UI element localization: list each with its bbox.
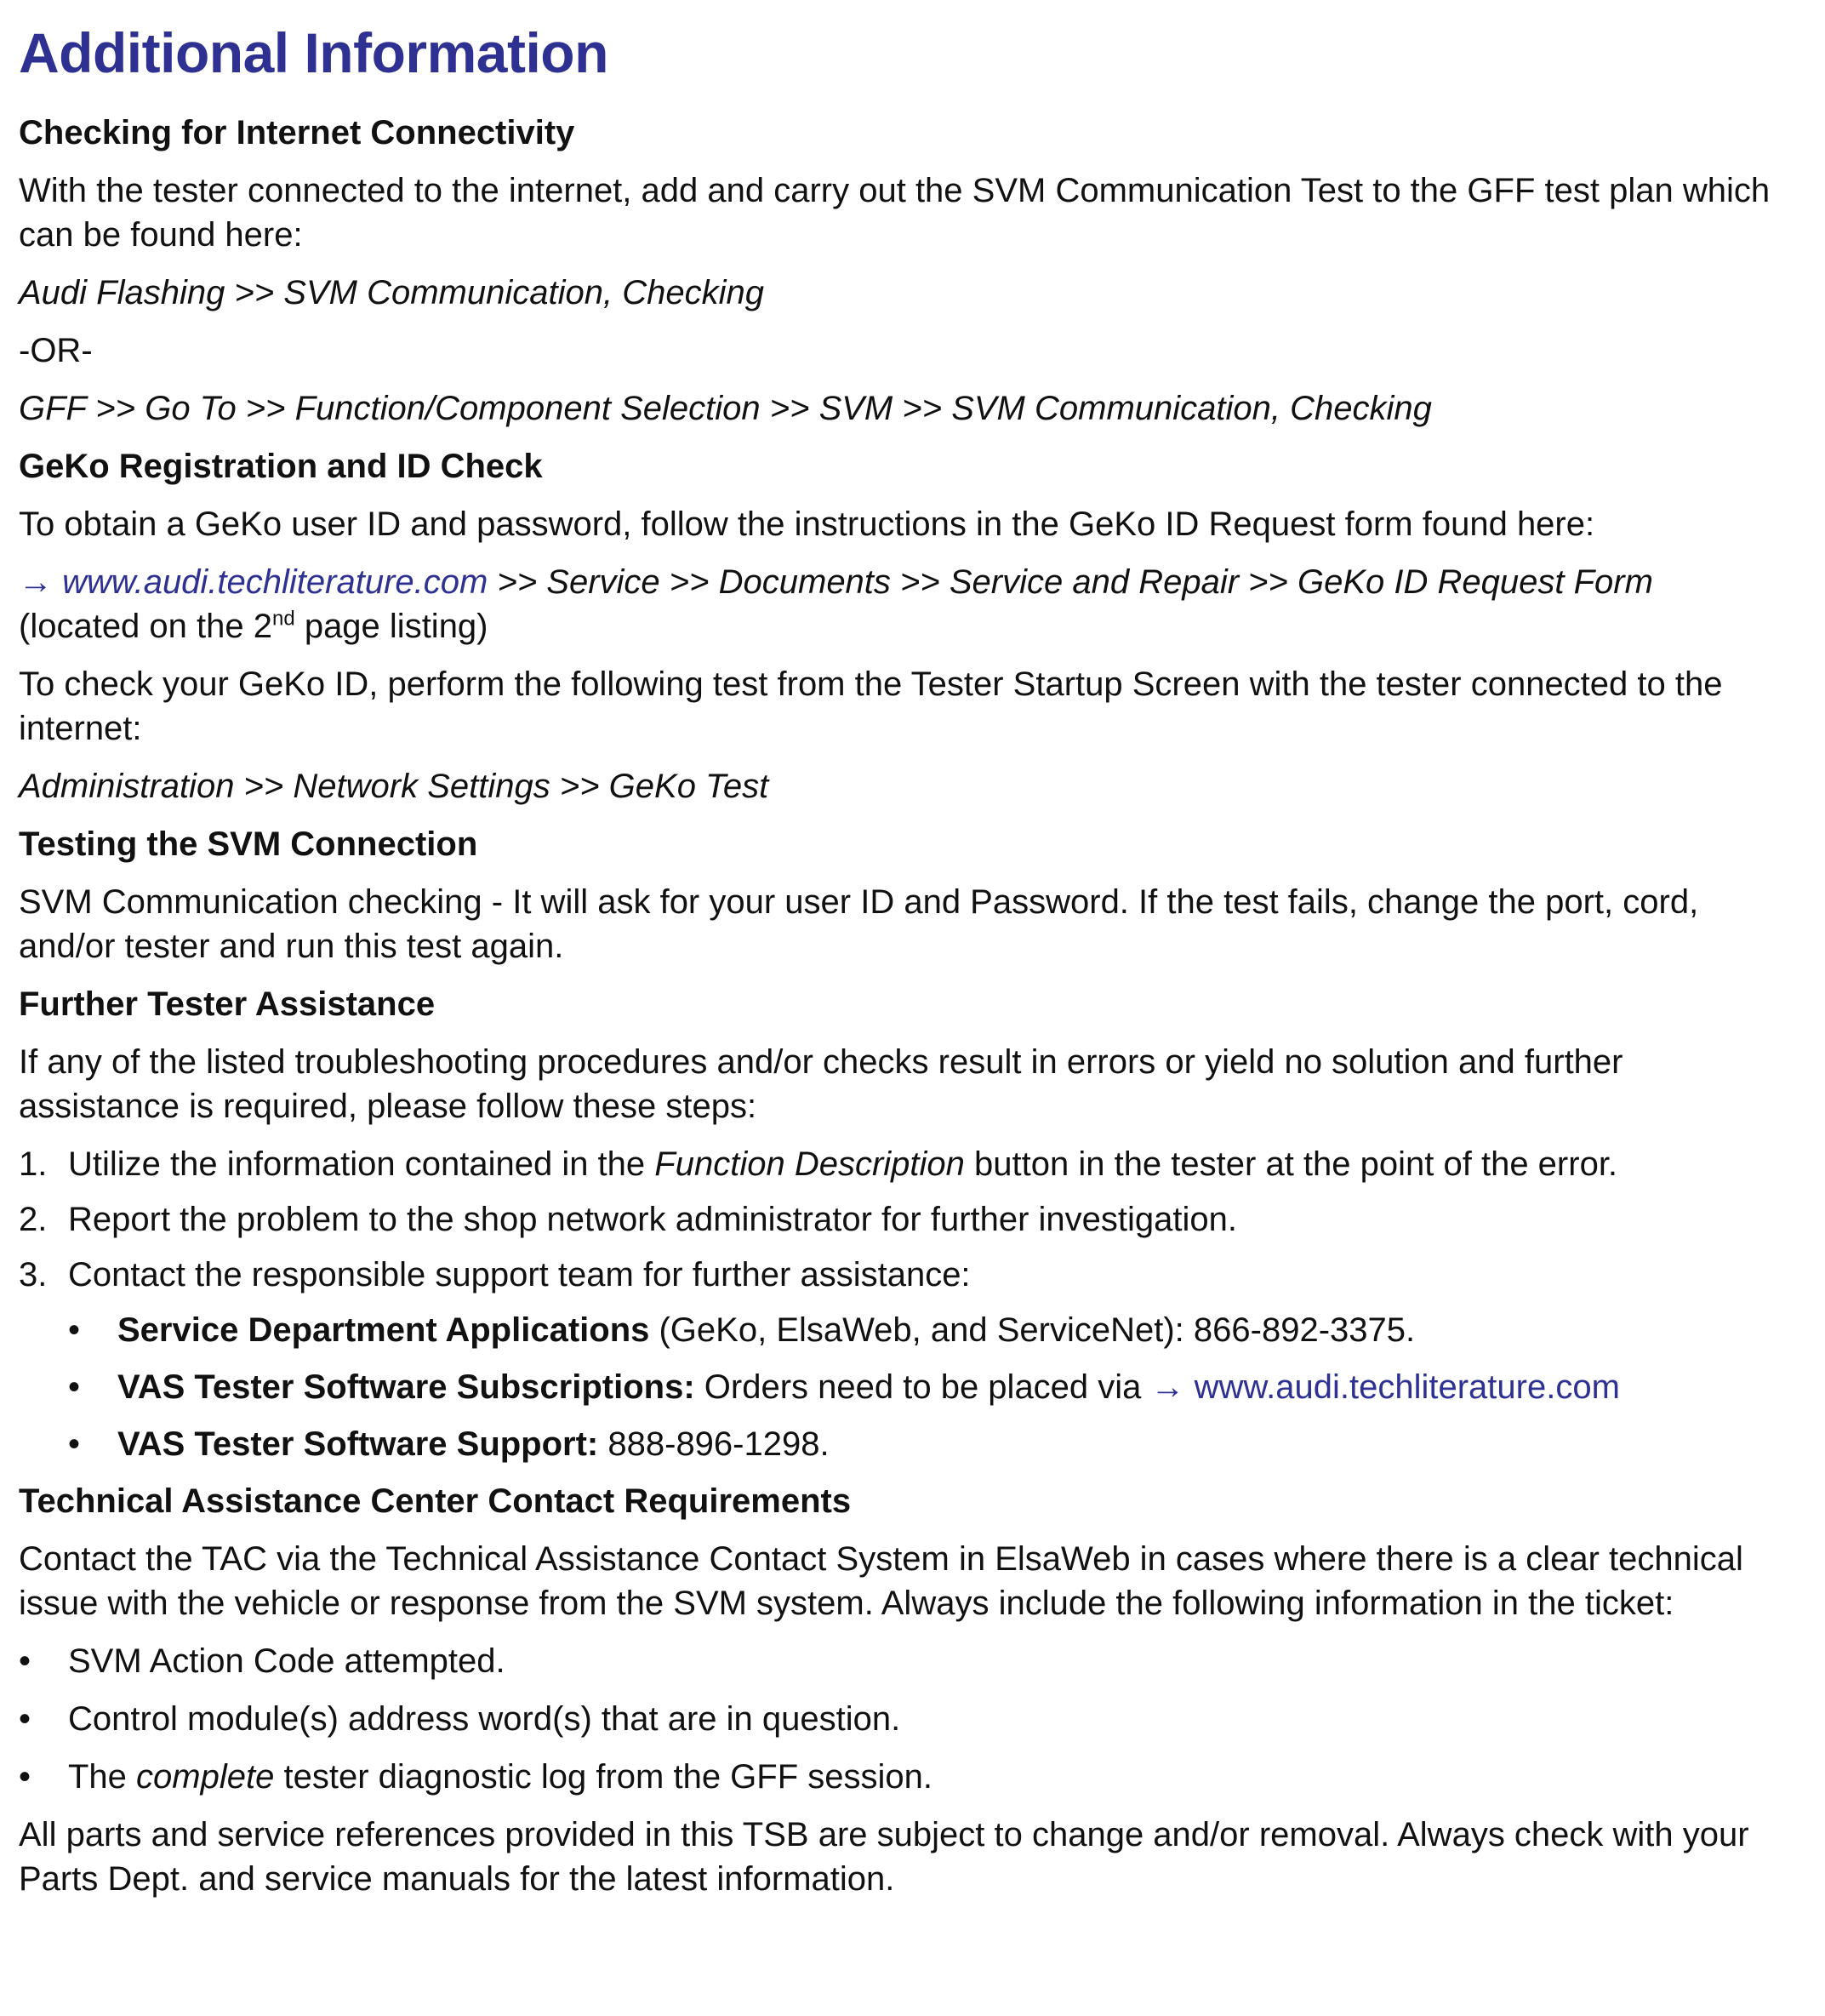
bullet-icon: • <box>68 1368 81 1406</box>
paragraph-geko-obtain: To obtain a GeKo user ID and password, follow the instructions in the GeKo ID Request form found here: <box>19 505 1595 543</box>
located-note-post: page listing) <box>294 608 488 645</box>
list-item-text-tail: tester diagnostic log from the GFF session. <box>274 1758 933 1796</box>
techliterature-link[interactable]: www.audi.techliterature.com <box>62 563 488 601</box>
support-contact-item <box>68 1422 1791 1466</box>
contact-detail: 888-896-1298. <box>598 1425 830 1463</box>
geko-form-path: >> Service >> Documents >> Service and Repair >> GeKo ID Request Form <box>488 563 1653 601</box>
tac-ticket-info-list <box>19 1639 1791 1799</box>
or-separator: -OR- <box>19 332 93 369</box>
contact-detail: (GeKo, ElsaWeb, and ServiceNet): 866-892-3375. <box>649 1311 1416 1349</box>
bullet-icon: • <box>19 1700 31 1738</box>
step-text: Utilize the information contained in the <box>68 1145 655 1183</box>
step-item <box>19 1197 1791 1242</box>
step-text: Contact the responsible support team for further assistance: <box>68 1256 971 1294</box>
closing-disclaimer: All parts and service references provided in this TSB are subject to change and/or removal. Always check with your Parts Dept. and service manuals for the latest information. <box>19 1816 1749 1898</box>
list-item-text: The <box>68 1758 137 1796</box>
support-contact-item <box>68 1308 1791 1352</box>
paragraph-geko-check: To check your GeKo ID, perform the following test from the Tester Startup Screen with the tester connected to the internet: <box>19 665 1723 747</box>
paragraph-svm-connection: SVM Communication checking - It will ask for your user ID and Password. If the test fails, change the port, cord, and/or tester and run this test again. <box>19 883 1699 965</box>
emphasis-complete: complete <box>136 1758 275 1796</box>
assistance-steps <box>19 1142 1791 1466</box>
function-description-term: Function Description <box>654 1145 965 1183</box>
heading-tester-assistance: Further Tester Assistance <box>19 985 436 1023</box>
step-number: 2. <box>19 1201 48 1238</box>
support-contacts <box>68 1308 1791 1466</box>
heading-svm-connection: Testing the SVM Connection <box>19 825 478 863</box>
paragraph-tac-requirements: Contact the TAC via the Technical Assistance Contact System in ElsaWeb in cases where there is a clear technical issue with the vehicle or response from the SVM system. Always include the following information in the ticket: <box>19 1540 1743 1622</box>
contact-label: Service Department Applications <box>117 1311 650 1349</box>
contact-label: VAS Tester Software Support: <box>117 1425 599 1463</box>
contact-label: VAS Tester Software Subscriptions: <box>117 1368 695 1406</box>
list-item <box>19 1697 1791 1741</box>
geko-request-path <box>19 560 1791 648</box>
bullet-icon: • <box>68 1311 81 1349</box>
contact-detail: Orders need to be placed via <box>694 1368 1151 1406</box>
heading-internet-connectivity: Checking for Internet Connectivity <box>19 114 575 151</box>
step-text-tail: button in the tester at the point of the error. <box>964 1145 1618 1183</box>
path-audi-flashing: Audi Flashing >> SVM Communication, Checking <box>19 274 764 311</box>
list-item-text: Control module(s) address word(s) that are in question. <box>68 1700 901 1738</box>
paragraph-internet-connectivity: With the tester connected to the internet, add and carry out the SVM Communication Test to the GFF test plan which can be found here: <box>19 172 1771 254</box>
located-note-sup: nd <box>272 607 295 631</box>
heading-tac-requirements: Technical Assistance Center Contact Requirements <box>19 1482 852 1520</box>
list-item-text: SVM Action Code attempted. <box>68 1642 505 1680</box>
link-arrow-icon: → <box>1150 1368 1185 1406</box>
link-arrow-icon: → <box>19 563 53 601</box>
step-number: 3. <box>19 1256 48 1294</box>
list-item <box>19 1639 1791 1683</box>
located-note-pre: (located on the 2 <box>19 608 272 645</box>
bullet-icon: • <box>19 1642 31 1680</box>
step-text: Report the problem to the shop network administrator for further investigation. <box>68 1201 1238 1238</box>
paragraph-tester-assistance: If any of the listed troubleshooting procedures and/or checks result in errors or yield no solution and further assistance is required, please follow these steps: <box>19 1043 1623 1125</box>
path-geko-test: Administration >> Network Settings >> GeKo Test <box>19 768 769 805</box>
page-title: Additional Information <box>19 21 608 84</box>
step-item <box>19 1253 1791 1466</box>
list-item <box>19 1755 1791 1799</box>
support-contact-item <box>68 1365 1791 1409</box>
bullet-icon: • <box>19 1758 31 1796</box>
step-number: 1. <box>19 1145 48 1183</box>
techliterature-link[interactable]: www.audi.techliterature.com <box>1194 1368 1620 1406</box>
step-item <box>19 1142 1791 1186</box>
path-gff: GFF >> Go To >> Function/Component Selection >> SVM >> SVM Communication, Checking <box>19 390 1432 427</box>
bullet-icon: • <box>68 1425 81 1463</box>
heading-geko-registration: GeKo Registration and ID Check <box>19 448 543 485</box>
